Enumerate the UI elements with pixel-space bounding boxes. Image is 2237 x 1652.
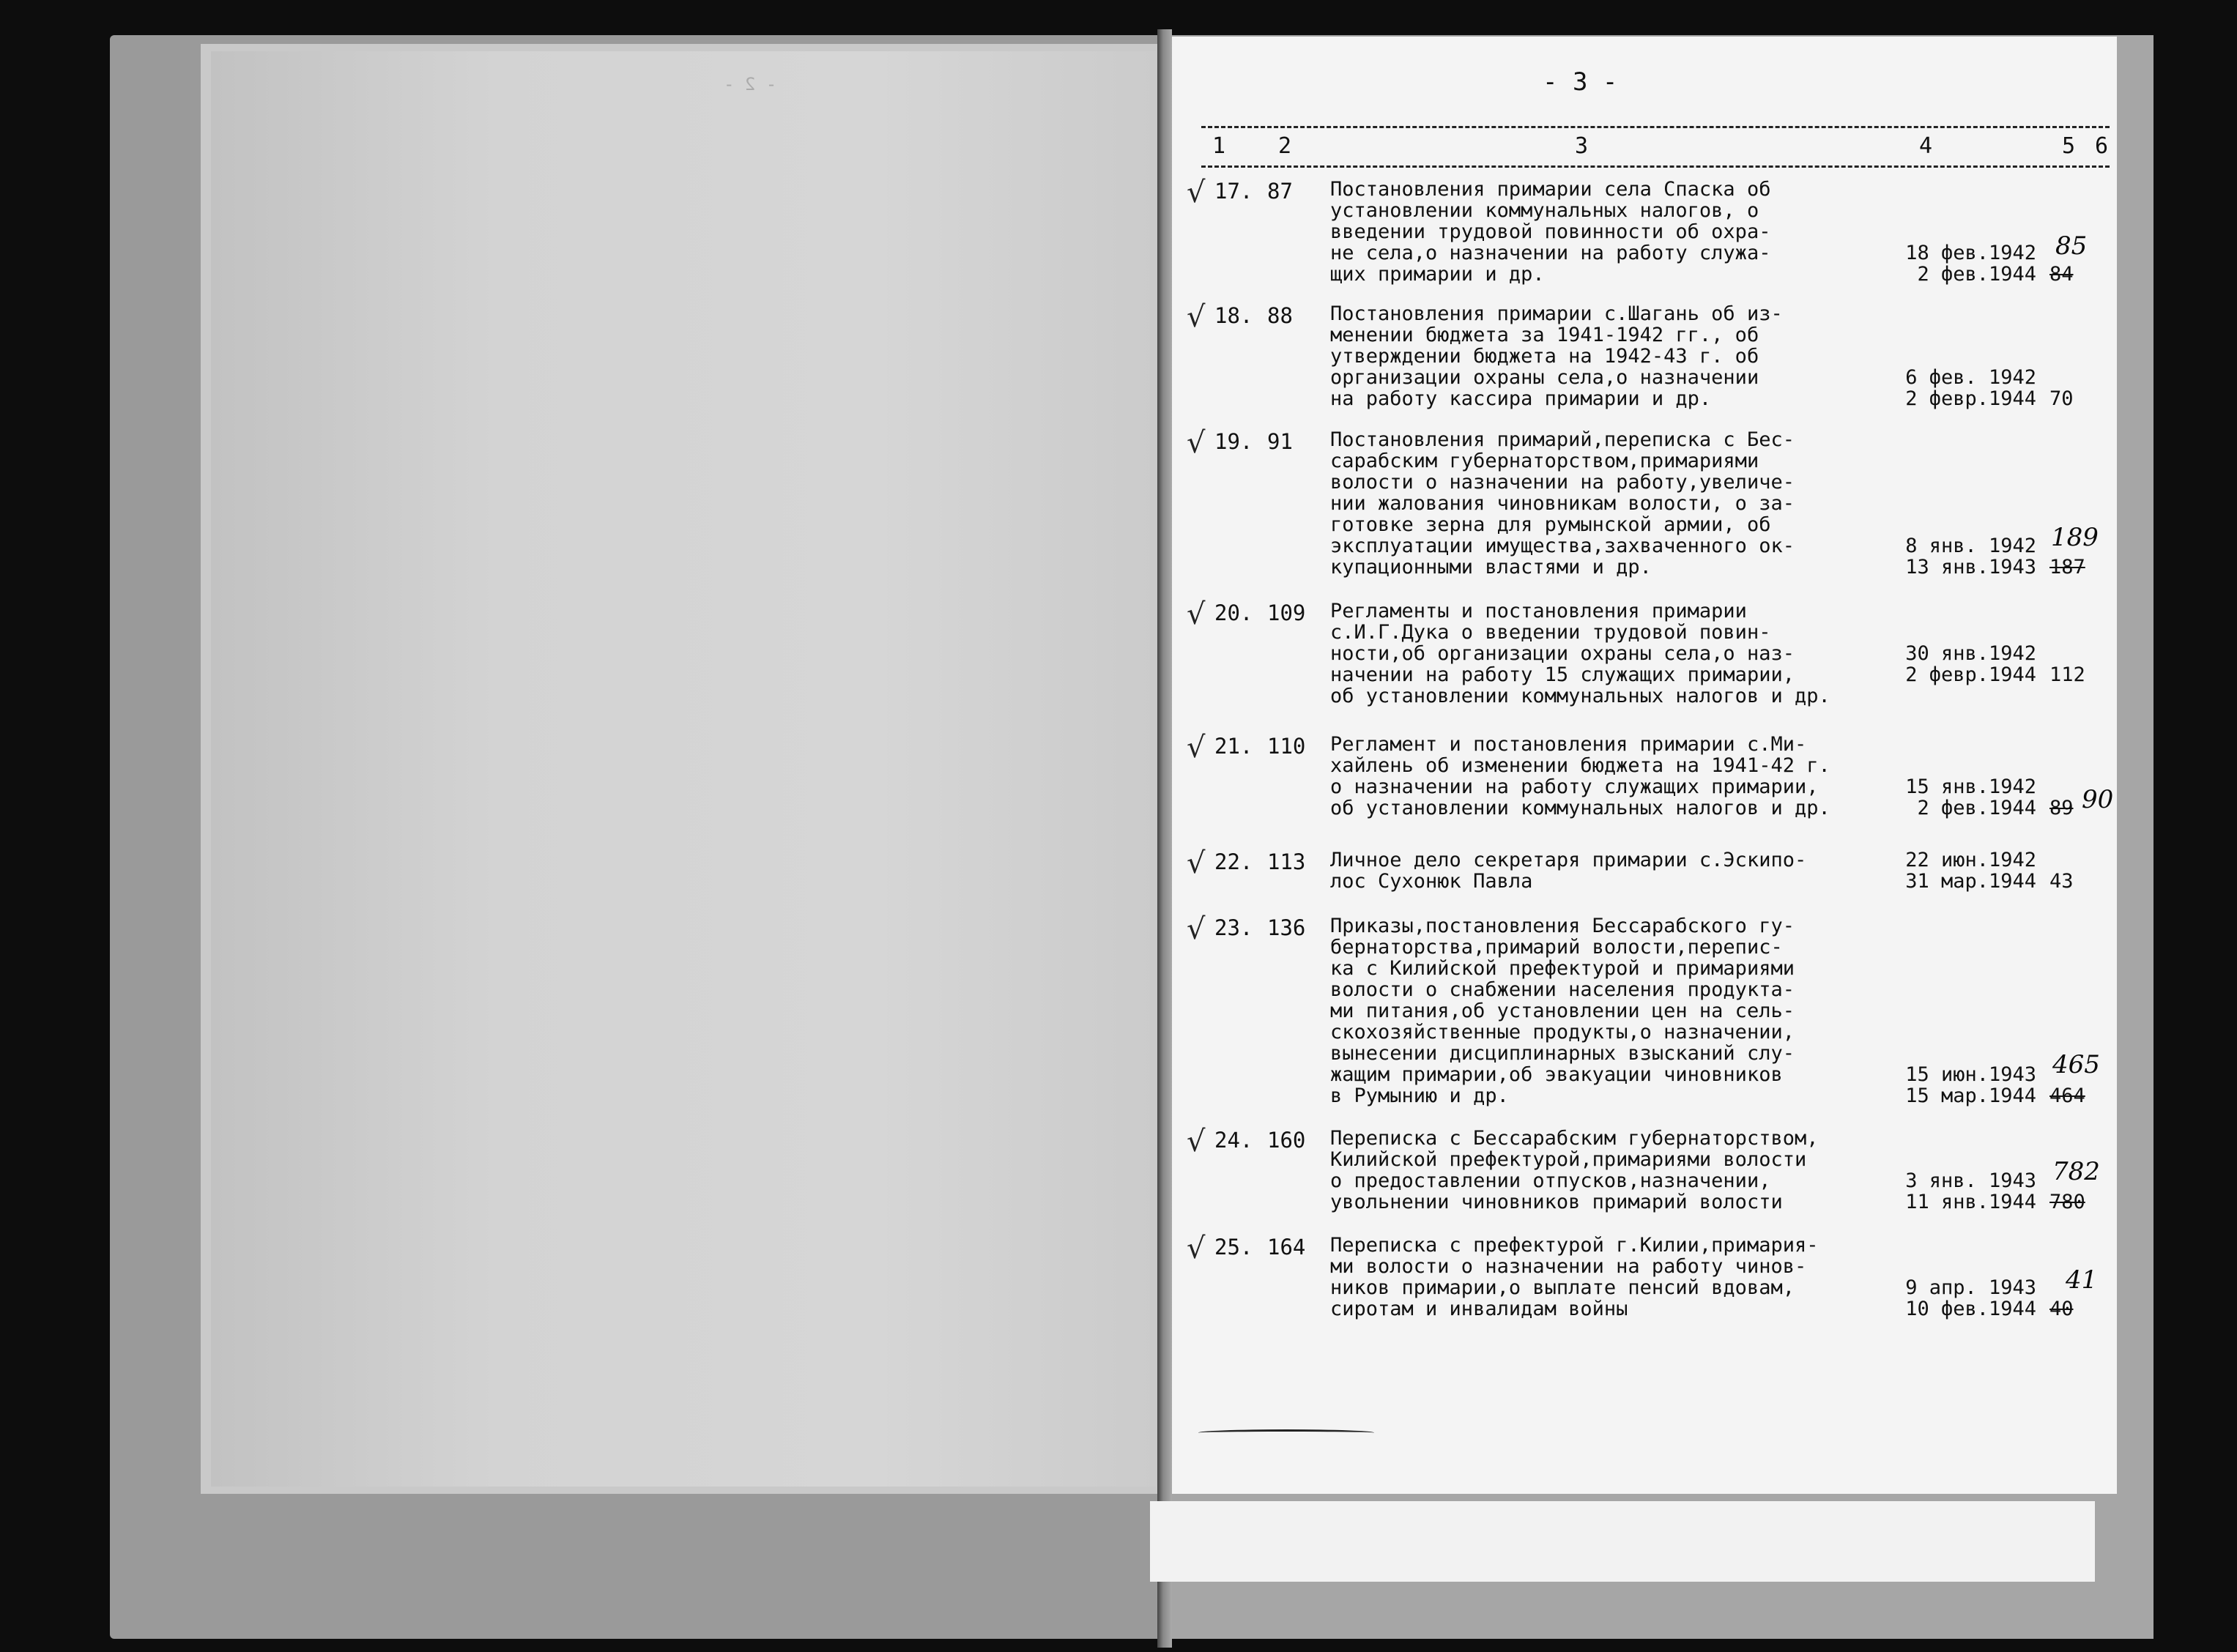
entry-file-number: 109 xyxy=(1267,600,1306,625)
checkmark-icon: √ xyxy=(1187,731,1206,764)
handwritten-page-count: 41 xyxy=(2066,1265,2098,1295)
entry-title: Переписка с префектурой г.Килии,примария- ми волости о назначении на работу чинов- ников примарии,о выплате пенсий вдовам, сиротам и инвалидам войны xyxy=(1330,1234,1819,1320)
handwritten-page-count: 85 xyxy=(2055,231,2088,261)
entry-number: 21. xyxy=(1214,734,1253,759)
entry-number: 20. xyxy=(1214,600,1253,625)
entry-file-number: 110 xyxy=(1267,734,1306,759)
col-header-5: 5 xyxy=(2062,133,2076,159)
entry-file-number: 136 xyxy=(1267,915,1306,940)
col-header-4: 4 xyxy=(1919,133,1933,159)
entry-number: 22. xyxy=(1214,849,1253,874)
entry-title: Постановления примарии с.Шагань об из- менении бюджета за 1941-1942 гг., об утверждении бюджета на 1942-43 г. об организации охраны села,о назначении на работу кассира примарии и др. xyxy=(1330,302,1783,410)
checkmark-icon: √ xyxy=(1187,1232,1206,1265)
entry-dates: 9 апр. 1943 10 фев.1944 xyxy=(1905,1276,2036,1320)
checkmark-icon: √ xyxy=(1187,300,1206,334)
entry-pages: 40 xyxy=(2049,1298,2074,1320)
entry-number: 18. xyxy=(1214,303,1253,328)
entry-number: 19. xyxy=(1214,429,1253,454)
entry-file-number: 88 xyxy=(1267,303,1293,328)
entry-pages: 84 xyxy=(2049,263,2074,286)
entry-title: Постановления примарий,переписка с Бес- сарабским губернаторством,примариями волости о назначении на работу,увеличе- нии жалования чиновникам волости, о за- готовке зерна для румынской армии, об эксплуатации имущества,захваченного ок- купационными властями и др. xyxy=(1330,428,1795,578)
checkmark-icon: √ xyxy=(1187,598,1206,631)
entry-dates: 3 янв. 1943 11 янв.1944 xyxy=(1905,1169,2036,1213)
col-header-3: 3 xyxy=(1575,133,1589,159)
entry-pages: 112 xyxy=(2049,663,2085,686)
entry-title: Приказы,постановления Бессарабского гу- бернаторства,примарий волости,перепис- ка с Килийской префектурой и примариями волости о снабжении населения продукта- ми питания,об установлении цен на сель- скохозяйственные продукты,о назначении, вынесении дисциплинарных взысканий слу- жащим примарии,об эвакуации чиновников в Румынию и др. xyxy=(1330,915,1795,1107)
header-rule-top xyxy=(1201,126,2110,128)
entry-pages: 70 xyxy=(2049,387,2074,410)
entry-number: 17. xyxy=(1214,179,1253,204)
entry-pages: 780 xyxy=(2049,1191,2085,1213)
entry-pages: 464 xyxy=(2049,1084,2085,1107)
entry-file-number: 164 xyxy=(1267,1235,1306,1260)
left-page-sheet xyxy=(211,51,1156,1487)
entry-title: Постановления примарии села Спаска об установлении коммунальных налогов, о введении трудовой повинности об охра- не села,о назначении на работу служа- щих примарии и др. xyxy=(1330,178,1771,286)
entry-dates: 22 июн.1942 31 мар.1944 xyxy=(1905,849,2036,893)
entry-dates: 8 янв. 1942 13 янв.1943 xyxy=(1905,535,2036,578)
checkmark-icon: √ xyxy=(1187,912,1206,946)
entry-pages: 43 xyxy=(2049,870,2074,893)
entry-title: Переписка с Бессарабским губернаторством, Килийской префектурой,примариями волости о предоставлении отпусков,назначении, увольнении чиновников примарий волости xyxy=(1330,1127,1819,1213)
handwritten-page-count: 189 xyxy=(2051,523,2099,552)
header-rule-bottom xyxy=(1201,165,2110,168)
entry-dates: 6 фев. 1942 2 февр.1944 xyxy=(1905,366,2036,410)
binding-spine xyxy=(1157,29,1172,1648)
entry-file-number: 113 xyxy=(1267,849,1306,874)
handwritten-page-count: 782 xyxy=(2052,1157,2100,1186)
checkmark-icon: √ xyxy=(1187,176,1206,209)
checkmark-icon: √ xyxy=(1187,1125,1206,1158)
entry-file-number: 91 xyxy=(1267,429,1293,454)
entry-dates: 30 янв.1942 2 февр.1944 xyxy=(1905,642,2036,686)
entry-file-number: 87 xyxy=(1267,179,1293,204)
entry-file-number: 160 xyxy=(1267,1128,1306,1153)
entry-dates: 15 июн.1943 15 мар.1944 xyxy=(1905,1063,2036,1107)
entry-number: 24. xyxy=(1214,1128,1253,1153)
entry-dates: 18 фев.1942 2 фев.1944 xyxy=(1905,242,2036,286)
entry-pages: 187 xyxy=(2049,556,2085,578)
entry-title: Личное дело секретаря примарии с.Эскипо- лос Сухонюк Павла xyxy=(1330,849,1807,893)
entry-dates: 15 янв.1942 2 фев.1944 xyxy=(1905,775,2036,819)
col-header-2: 2 xyxy=(1278,133,1292,159)
checkmark-icon: √ xyxy=(1187,426,1206,460)
entry-number: 23. xyxy=(1214,915,1253,940)
entry-title: Регламент и постановления примарии с.Ми- хайлень об изменении бюджета на 1941-42 г. о назначении на работу служащих примарии, об установлении коммунальных налогов и др. xyxy=(1330,733,1830,819)
handwritten-stroke xyxy=(1198,1429,1374,1436)
entry-number: 25. xyxy=(1214,1235,1253,1260)
entry-pages: 89 xyxy=(2049,797,2074,819)
handwritten-page-count: 465 xyxy=(2052,1050,2100,1079)
page-stack-edge xyxy=(1150,1501,2095,1582)
col-header-6: 6 xyxy=(2095,133,2109,159)
handwritten-page-count: 90 xyxy=(2082,785,2114,814)
left-page xyxy=(201,44,1160,1494)
entry-title: Регламенты и постановления примарии с.И.Г.Дука о введении трудовой повин- ности,об организации охраны села,о наз- начении на работу 15 служащих примарии, об установлении коммунальных налогов и др. xyxy=(1330,600,1830,707)
page-number: - 3 - xyxy=(1543,67,1618,97)
checkmark-icon: √ xyxy=(1187,847,1206,880)
left-page-number: - 2 - xyxy=(724,74,777,94)
col-header-1: 1 xyxy=(1212,133,1226,159)
